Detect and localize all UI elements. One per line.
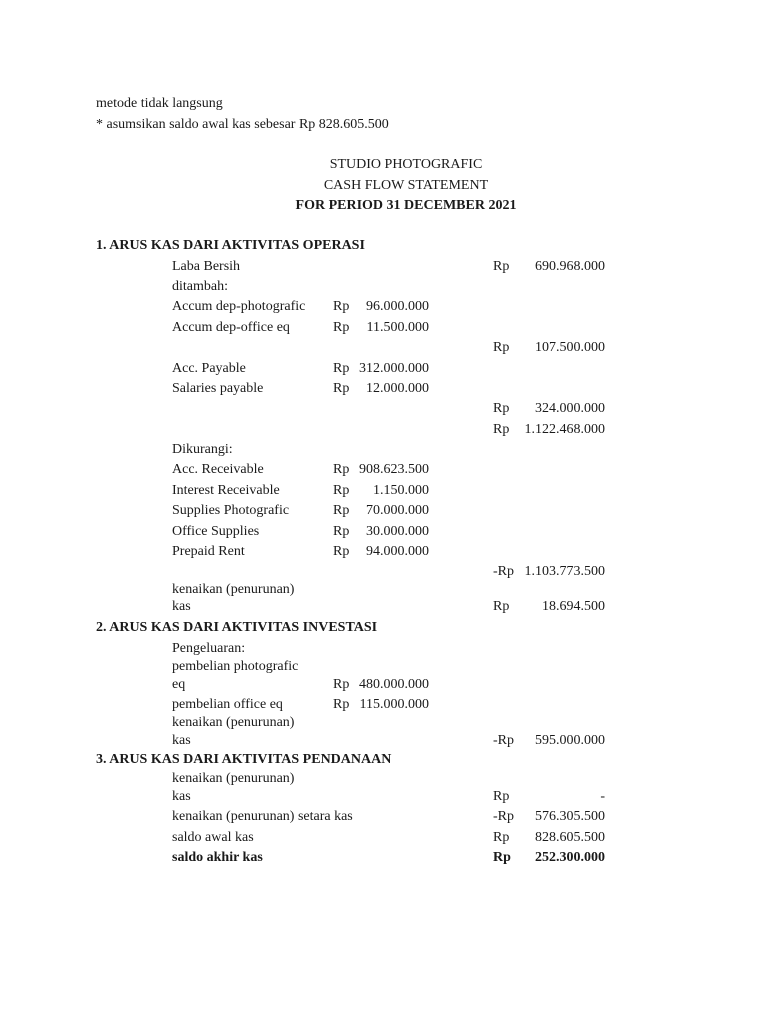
- acc-payable-value: Rp 312.000.000: [333, 361, 429, 376]
- interest-receivable-label: Interest Receivable: [172, 483, 280, 498]
- investasi-net-label-1: kenaikan (penurunan): [172, 715, 295, 730]
- acc-receivable-value: Rp 908.623.500: [333, 462, 429, 477]
- office-eq-label: pembelian office eq: [172, 697, 283, 712]
- assumption-note: * asumsikan saldo awal kas sebesar Rp 828.605.500: [96, 117, 389, 132]
- operasi-net-label-2: kas: [172, 599, 191, 614]
- pendanaan-net-label-1: kenaikan (penurunan): [172, 771, 295, 786]
- office-supplies-value: Rp 30.000.000: [333, 524, 429, 539]
- section-investasi-heading: 2. ARUS KAS DARI AKTIVITAS INVESTASI: [96, 620, 378, 635]
- operasi-net-value: Rp 18.694.500: [493, 599, 605, 614]
- saldo-akhir-label: saldo akhir kas: [172, 850, 263, 865]
- dikurangi-label: Dikurangi:: [172, 442, 233, 457]
- setara-kas-value: -Rp 576.305.500: [493, 809, 605, 824]
- office-supplies-label: Office Supplies: [172, 524, 260, 539]
- investasi-net-label-2: kas: [172, 733, 191, 748]
- ditambah-label: ditambah:: [172, 279, 228, 294]
- statement-title: CASH FLOW STATEMENT: [323, 178, 489, 193]
- saldo-awal-label: saldo awal kas: [172, 830, 254, 845]
- pendanaan-net-label-2: kas: [172, 789, 191, 804]
- company-title: STUDIO PHOTOGRAFIC: [329, 157, 483, 172]
- setara-kas-label: kenaikan (penurunan) setara kas: [172, 809, 353, 824]
- subtotal-additions: Rp 1.122.468.000: [493, 422, 605, 437]
- acc-payable-label: Acc. Payable: [172, 361, 246, 376]
- acc-receivable-label: Acc. Receivable: [172, 462, 264, 477]
- saldo-awal-value: Rp 828.605.500: [493, 830, 605, 845]
- period-title: FOR PERIOD 31 DECEMBER 2021: [295, 198, 517, 213]
- saldo-akhir-value: Rp 252.300.000: [493, 850, 605, 865]
- section-operasi-heading: 1. ARUS KAS DARI AKTIVITAS OPERASI: [96, 238, 365, 253]
- accum-dep-photo-value: Rp 96.000.000: [333, 299, 429, 314]
- supplies-photo-label: Supplies Photografic: [172, 503, 290, 518]
- accum-dep-office-label: Accum dep-office eq: [172, 320, 290, 335]
- subtotal-liabilities: Rp 324.000.000: [493, 401, 605, 416]
- prepaid-rent-label: Prepaid Rent: [172, 544, 245, 559]
- photo-eq-value: Rp 480.000.000: [333, 677, 429, 692]
- subtotal-depreciation: Rp 107.500.000: [493, 340, 605, 355]
- interest-receivable-value: Rp 1.150.000: [333, 483, 429, 498]
- salaries-payable-value: Rp 12.000.000: [333, 381, 429, 396]
- salaries-payable-label: Salaries payable: [172, 381, 264, 396]
- investasi-net-value: -Rp 595.000.000: [493, 733, 605, 748]
- pengeluaran-label: Pengeluaran:: [172, 641, 246, 656]
- accum-dep-office-value: Rp 11.500.000: [333, 320, 429, 335]
- accum-dep-photo-label: Accum dep-photografic: [172, 299, 306, 314]
- photo-eq-label-2: eq: [172, 677, 186, 692]
- office-eq-value: Rp 115.000.000: [333, 697, 429, 712]
- laba-bersih-label: Laba Bersih: [172, 259, 241, 274]
- method-note: metode tidak langsung: [96, 96, 223, 111]
- pendanaan-net-value: Rp -: [493, 789, 605, 804]
- section-pendanaan-heading: 3. ARUS KAS DARI AKTIVITAS PENDANAAN: [96, 752, 392, 767]
- supplies-photo-value: Rp 70.000.000: [333, 503, 429, 518]
- prepaid-rent-value: Rp 94.000.000: [333, 544, 429, 559]
- laba-bersih-value: Rp 690.968.000: [493, 259, 605, 274]
- operasi-net-label-1: kenaikan (penurunan): [172, 582, 295, 597]
- photo-eq-label-1: pembelian photografic: [172, 659, 299, 674]
- subtotal-deductions: -Rp 1.103.773.500: [493, 564, 605, 579]
